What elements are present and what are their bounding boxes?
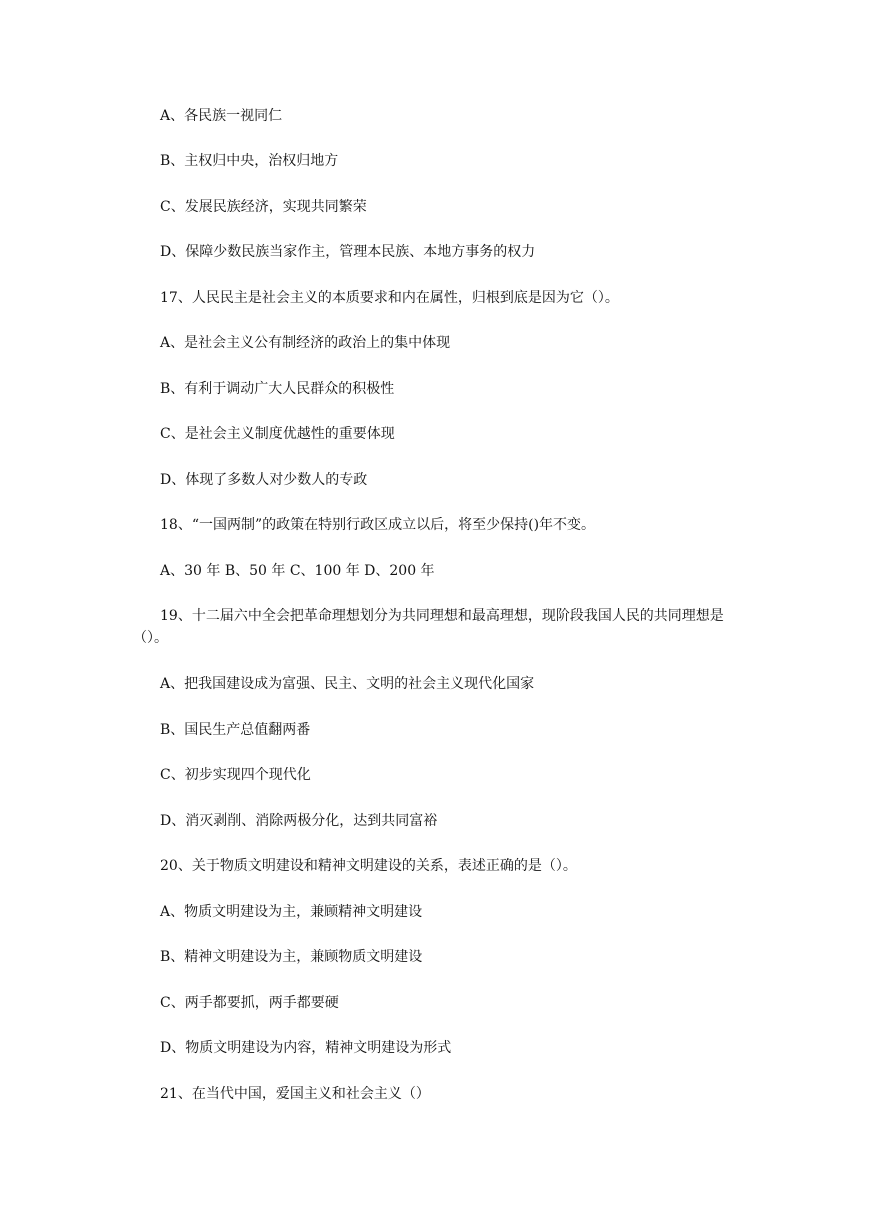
option-16-a: A、各民族一视同仁 bbox=[160, 108, 283, 124]
option-19-b: B、国民生产总值翻两番 bbox=[160, 722, 311, 738]
option-20-d: D、物质文明建设为内容，精神文明建设为形式 bbox=[160, 1040, 452, 1056]
question-19: 19、十二届六中全会把革命理想划分为共同理想和最高理想，现阶段我国人民的共同理想是（）。 bbox=[133, 608, 724, 646]
option-19-c: C、初步实现四个现代化 bbox=[160, 767, 311, 783]
question-17: 17、人民民主是社会主义的本质要求和内在属性，归根到底是因为它（）。 bbox=[160, 290, 619, 306]
question-18: 18、“一国两制”的政策在特别行政区成立以后，将至少保持()年不变。 bbox=[160, 517, 596, 533]
option-19-d: D、消灭剥削、消除两极分化，达到共同富裕 bbox=[160, 813, 438, 829]
question-21: 21、在当代中国，爱国主义和社会主义（） bbox=[160, 1086, 430, 1102]
option-17-c: C、是社会主义制度优越性的重要体现 bbox=[160, 426, 395, 442]
option-17-a: A、是社会主义公有制经济的政治上的集中体现 bbox=[160, 335, 451, 351]
option-20-c: C、两手都要抓，两手都要硬 bbox=[160, 995, 339, 1011]
question-20: 20、关于物质文明建设和精神文明建设的关系，表述正确的是（）。 bbox=[160, 858, 577, 874]
option-17-b: B、有利于调动广大人民群众的积极性 bbox=[160, 381, 395, 397]
option-17-d: D、体现了多数人对少数人的专政 bbox=[160, 472, 368, 488]
options-18: A、30 年 B、50 年 C、100 年 D、200 年 bbox=[160, 563, 435, 579]
option-20-a: A、物质文明建设为主，兼顾精神文明建设 bbox=[160, 904, 423, 920]
option-20-b: B、精神文明建设为主，兼顾物质文明建设 bbox=[160, 949, 423, 965]
option-16-d: D、保障少数民族当家作主，管理本民族、本地方事务的权力 bbox=[160, 244, 536, 260]
option-19-a: A、把我国建设成为富强、民主、文明的社会主义现代化国家 bbox=[160, 676, 535, 692]
option-16-c: C、发展民族经济，实现共同繁荣 bbox=[160, 199, 367, 215]
option-16-b: B、主权归中央，治权归地方 bbox=[160, 153, 339, 169]
